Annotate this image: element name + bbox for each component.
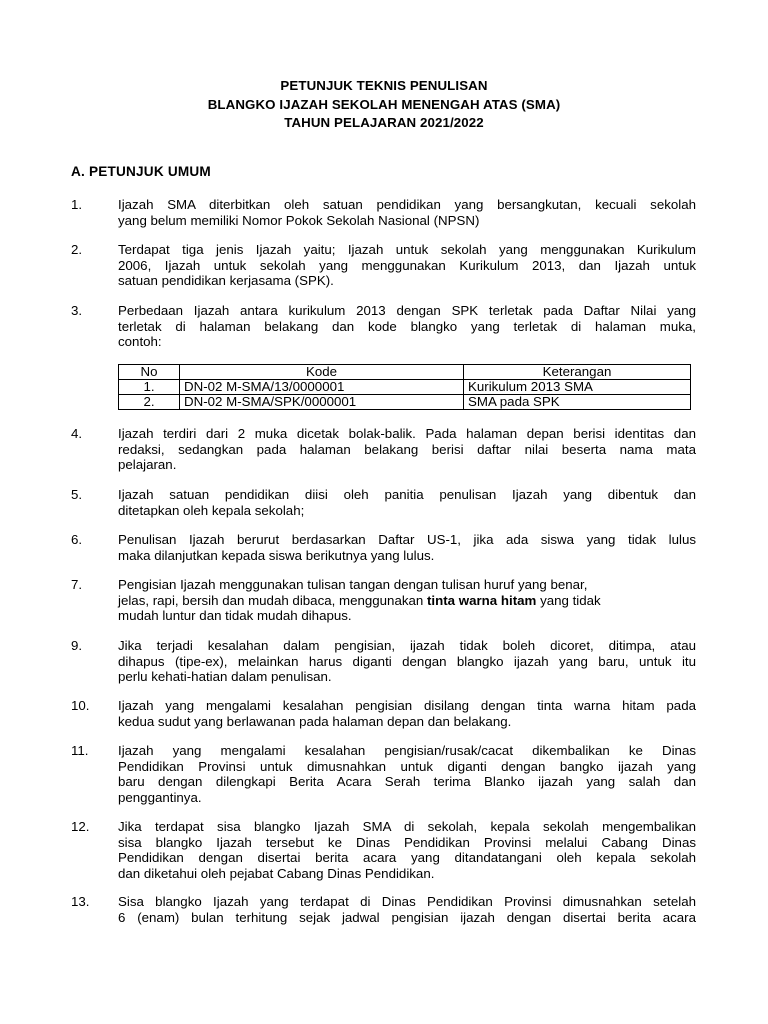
item-text — [118, 894, 696, 925]
item-line: yang belum memiliki Nomor Pokok Sekolah Nasional (NPSN) — [118, 212, 480, 228]
item-line: contoh: — [118, 334, 162, 349]
cell-no: 1. — [119, 380, 180, 395]
item-line: 6 (enam) bulan terhitung sejak jadwal pengisian ijazah dengan disertai berita acara — [118, 909, 696, 925]
item-line: dihapus (tipe-ex), melainkan harus diganti dengan blangko ijazah yang baru, untuk itu — [118, 653, 696, 669]
item-line: baru dengan dilengkapi Berita Acara Serah terima Blanko ijazah yang salah dan — [118, 774, 696, 789]
title-line-3: TAHUN PELAJARAN 2021/2022 — [284, 115, 484, 130]
item-number: 12. — [71, 819, 90, 834]
item-number: 10. — [71, 698, 90, 713]
item-line: Terdapat tiga jenis Ijazah yaitu; Ijazah untuk sekolah yang menggunakan Kurikulum — [118, 242, 696, 257]
item-line: Perbedaan Ijazah antara kurikulum 2013 dengan SPK terletak pada Daftar Nilai yang — [118, 303, 696, 318]
item-line: Pengisian Ijazah menggunakan tulisan tangan dengan tulisan huruf yang benar, — [118, 577, 588, 592]
item-line: 2006, Ijazah untuk sekolah yang menggunakan Kurikulum 2013, dan Ijazah untuk — [118, 257, 696, 273]
table-header-row — [119, 365, 691, 380]
item-line: Jika terjadi kesalahan dalam pengisian, ijazah tidak boleh dicoret, ditimpa, atau — [118, 638, 696, 653]
cell-keterangan: SMA pada SPK — [464, 395, 691, 410]
title-line-2: BLANGKO IJAZAH SEKOLAH MENENGAH ATAS (SMA) — [207, 96, 561, 112]
item-line: Ijazah terdiri dari 2 muka dicetak bolak-balik. Pada halaman depan berisi identitas dan — [118, 426, 696, 441]
item-text — [118, 638, 696, 685]
item-line: dan diketahui oleh pejabat Cabang Dinas Pendidikan. — [118, 865, 435, 881]
item-line: Penulisan Ijazah berurut berdasarkan Daftar US-1, jika ada siswa yang tidak lulus — [118, 532, 696, 547]
item-line: mudah luntur dan tidak mudah dihapus. — [118, 608, 352, 623]
item-text — [118, 242, 696, 289]
item-text — [118, 487, 696, 518]
item-line: Sisa blangko Ijazah yang terdapat di Dinas Pendidikan Provinsi dimusnahkan setelah — [118, 894, 696, 909]
document-title — [0, 77, 768, 133]
col-header-kode: Kode — [180, 365, 464, 380]
item-line: satuan pendidikan kerjasama (SPK). — [118, 273, 334, 288]
item-number: 3. — [71, 303, 83, 318]
item-number: 7. — [71, 577, 83, 592]
item-number: 2. — [71, 242, 83, 257]
cell-keterangan: Kurikulum 2013 SMA — [464, 380, 691, 395]
item-line: Pendidikan Provinsi untuk dimusnahkan untuk diganti dengan bangko ijazah yang — [118, 758, 696, 774]
cell-no: 2. — [119, 395, 180, 410]
cell-kode: DN-02 M-SMA/13/0000001 — [180, 380, 464, 395]
emphasis-text: tinta warna hitam — [427, 592, 537, 608]
item-line: Ijazah yang mengalami kesalahan pengisian/rusak/cacat dikembalikan ke Dinas — [118, 743, 696, 758]
item-line: Ijazah SMA diterbitkan oleh satuan pendidikan yang bersangkutan, kecuali sekolah — [118, 197, 696, 212]
item-text — [118, 532, 696, 563]
col-header-keterangan: Keterangan — [464, 365, 691, 380]
item-line: sisa blangko Ijazah tersebut ke Dinas Pendidikan Provinsi melalui Cabang Dinas — [118, 834, 696, 850]
item-text — [118, 303, 696, 350]
item-line — [118, 593, 696, 609]
item-text — [118, 743, 696, 805]
item-line: maka dilanjutkan kepada siswa berikutnya yang lulus. — [118, 547, 435, 563]
col-header-no: No — [119, 365, 180, 380]
title-line-1: PETUNJUK TEKNIS PENULISAN — [280, 78, 488, 93]
item-line: kedua sudut yang berlawanan pada halaman depan dan belakang. — [118, 713, 512, 729]
item-number: 13. — [71, 894, 90, 909]
item-line: penggantinya. — [118, 789, 202, 805]
item-text — [118, 819, 696, 881]
item-number: 11. — [71, 743, 89, 758]
item-number: 4. — [71, 426, 83, 441]
item-text — [118, 698, 696, 729]
cell-kode: DN-02 M-SMA/SPK/0000001 — [180, 395, 464, 410]
kode-table — [118, 364, 691, 410]
table-row — [119, 395, 691, 410]
item-line: Jika terdapat sisa blangko Ijazah SMA di sekolah, kepala sekolah mengembalikan — [118, 819, 696, 834]
item-line: Ijazah satuan pendidikan diisi oleh panitia penulisan Ijazah yang dibentuk dan — [118, 487, 696, 502]
item-number: 9. — [71, 638, 83, 653]
item-number: 1. — [71, 197, 83, 212]
item-text — [118, 197, 696, 228]
item-line: Ijazah yang mengalami kesalahan pengisian disilang dengan tinta warna hitam pada — [118, 698, 696, 713]
item-line: ditetapkan oleh kepala sekolah; — [118, 502, 305, 518]
item-line: perlu kehati-hatian dalam penulisan. — [118, 669, 332, 684]
table-row — [119, 380, 691, 395]
item-text — [118, 426, 696, 473]
item-line-part: jelas, rapi, bersih dan mudah dibaca, menggunakan — [118, 592, 424, 608]
item-number: 6. — [71, 532, 83, 547]
item-line-part: yang tidak — [540, 592, 601, 608]
section-heading: A. PETUNJUK UMUM — [71, 164, 211, 179]
item-line: redaksi, sedangkan pada halaman belakang berisi daftar nilai beserta nama mata — [118, 441, 696, 457]
item-text — [118, 577, 696, 624]
item-number: 5. — [71, 487, 83, 502]
item-line: pelajaran. — [118, 457, 177, 472]
item-line: Pendidikan dengan disertai berita acara yang ditandatangani oleh kepala sekolah — [118, 850, 696, 865]
item-line: terletak di halaman belakang dan kode blangko yang terletak di halaman muka, — [118, 318, 696, 334]
